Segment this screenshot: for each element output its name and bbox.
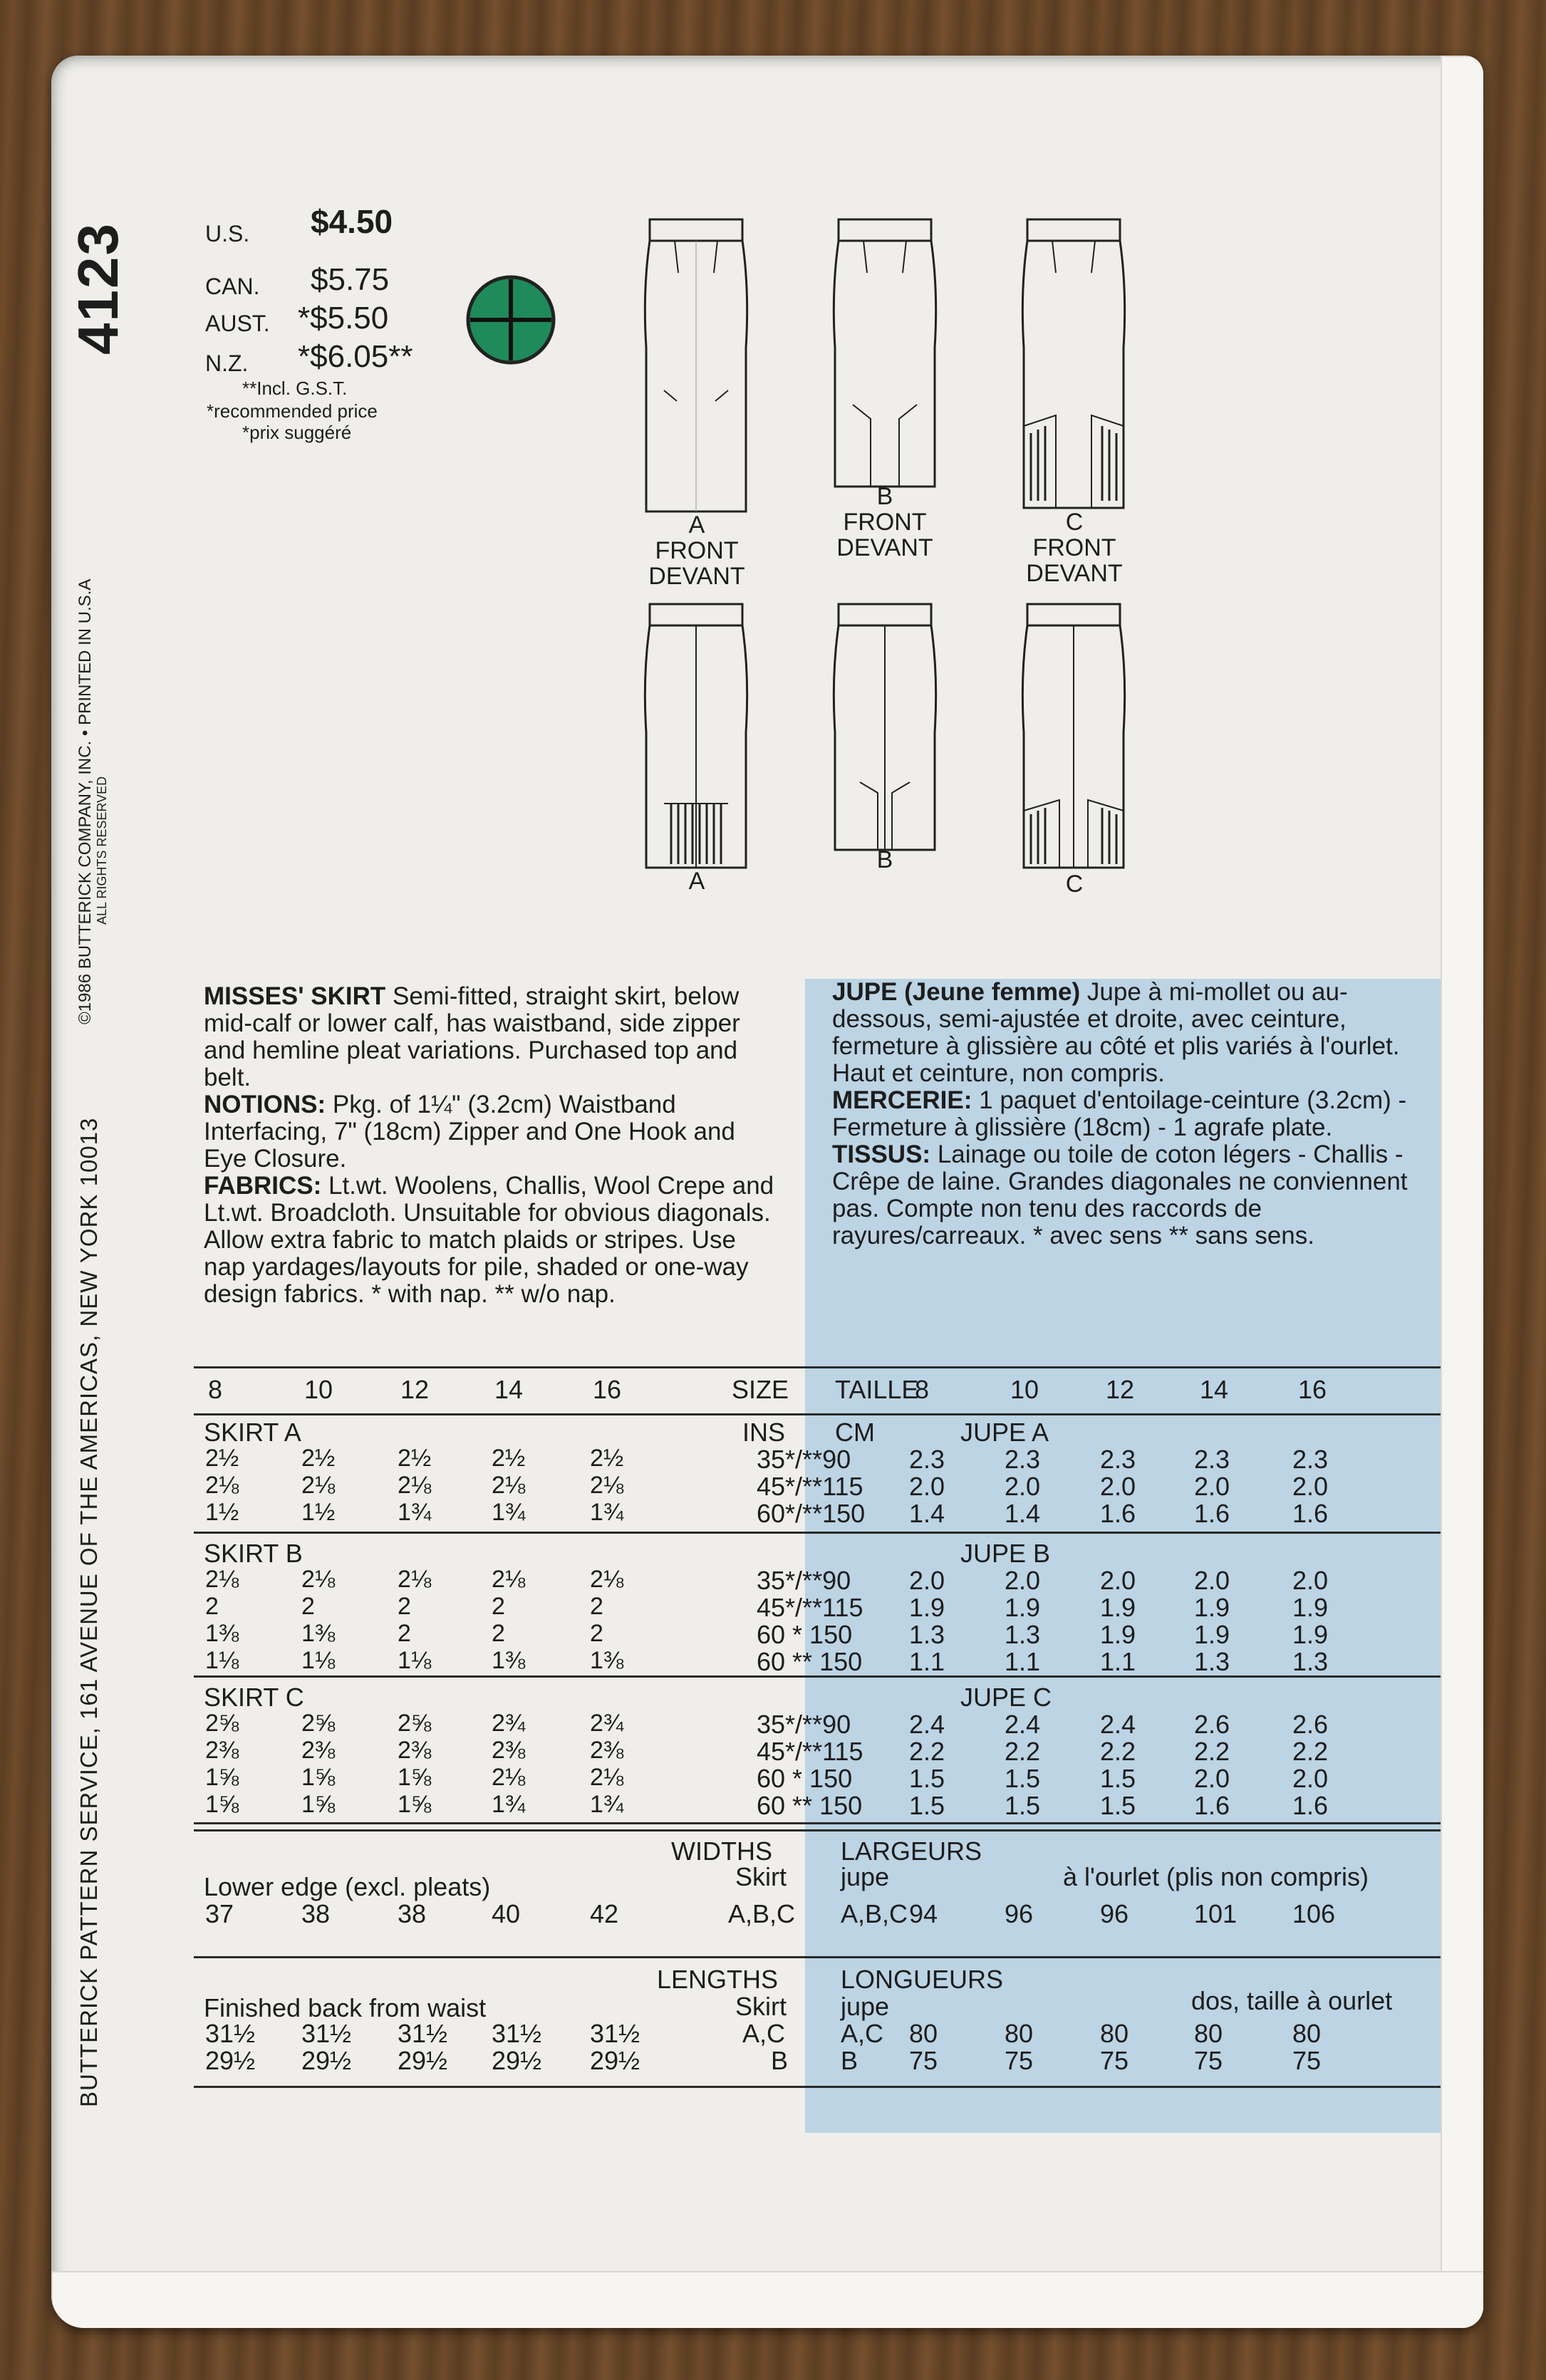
yardage-metric: 2.0: [1292, 1472, 1329, 1501]
pattern-number: 4123: [66, 222, 130, 355]
size-header: 8: [208, 1375, 223, 1404]
french-title: JUPE (Jeune femme): [832, 978, 1081, 1006]
price-value: $5.75: [311, 262, 390, 297]
price-value: $4.50: [311, 203, 393, 240]
yardage-us: 1⅝: [398, 1764, 432, 1791]
yardage-us: 2: [492, 1620, 505, 1647]
yardage-us: 2⅛: [205, 1566, 239, 1593]
figure-label: FRONT: [1032, 534, 1116, 561]
length-us: 29½: [301, 2046, 352, 2075]
fabric-width: 45*/**115: [757, 1593, 863, 1622]
length-metric: 75: [909, 2046, 938, 2075]
yardage-us: 2⅜: [301, 1737, 336, 1764]
fabrics-text: Lt.wt. Woolens, Challis, Wool Crepe and Lt.wt. Broadcloth. Unsuitable for obvious diagonals. Allow extra fabric to match plaids or stripes. Use nap yardages/layouts for pile, shaded or one-way design fabrics. * with nap. ** w/o nap.: [204, 1172, 774, 1308]
yardage-metric: 2.0: [1005, 1566, 1041, 1595]
price-region: CAN.: [205, 274, 260, 299]
yardage-us: 1⅛: [301, 1647, 336, 1674]
yardage-us: 2: [301, 1593, 315, 1620]
longueurs-header: LONGUEURS: [841, 1965, 1004, 1994]
longueurs-view: B: [841, 2046, 858, 2075]
yardage-metric: 2.4: [1005, 1710, 1041, 1739]
yardage-us: 2⅝: [301, 1710, 336, 1737]
figure-letter: C: [1065, 509, 1084, 536]
table-rule: [194, 1532, 1441, 1534]
yardage-us: 1⅜: [205, 1620, 239, 1647]
lengths-view: B: [771, 2046, 789, 2075]
fabric-width: 60 ** 150: [757, 1791, 863, 1820]
yardage-metric: 1.6: [1194, 1499, 1230, 1528]
taille-header: 16: [1298, 1375, 1327, 1404]
table-rule: [194, 1366, 1441, 1368]
fabric-width: 45*/**115: [757, 1737, 863, 1766]
taille-header: 10: [1010, 1375, 1039, 1404]
lengths-view: A,C: [742, 2019, 786, 2048]
yardage-metric: 1.1: [1005, 1647, 1041, 1676]
width-us: 42: [590, 1899, 619, 1928]
english-desc-text: Semi-fitted, straight skirt, below mid-calf or lower calf, has waistband, side zipper and hemline pleat variations. Purchased top and belt.: [204, 982, 740, 1091]
tissus-text: Lainage ou toile de coton légers - Challis - Crêpe de laine. Grandes diagonales ne conviennent pas. Compte non tenu des raccords de rayures/carreaux. * avec sens ** sans sens.: [832, 1140, 1408, 1249]
taille-header: 14: [1200, 1375, 1229, 1404]
width-us: 38: [301, 1899, 331, 1928]
yardage-us: 2½: [590, 1445, 624, 1472]
tissus-label: TISSUS:: [832, 1140, 931, 1168]
yardage-metric: 2.6: [1292, 1710, 1329, 1739]
lengths-sub: Skirt: [735, 1992, 787, 2021]
yardage-metric: 2.2: [909, 1737, 945, 1766]
yardage-metric: 2.3: [1100, 1445, 1136, 1474]
yardage-metric: 2.3: [1292, 1445, 1329, 1474]
yardage-metric: 1.9: [1100, 1620, 1136, 1649]
french-desc-text: Jupe à mi-mollet ou au-dessous, semi-ajustée et droite, avec ceinture, fermeture à glissière au côté et plis variés à l'ourlet. Haut et ceinture, non compris.: [832, 978, 1400, 1087]
yardage-us: 1⅝: [398, 1791, 432, 1818]
price-note: *recommended price: [207, 400, 378, 422]
bottom-flap: [51, 2271, 1483, 2328]
yardage-us: 1⅝: [205, 1791, 239, 1818]
yardage-metric: 1.6: [1194, 1791, 1230, 1820]
yardage-us: 2⅛: [492, 1472, 526, 1499]
size-header: 10: [304, 1375, 333, 1404]
yardage-metric: 2.3: [1194, 1445, 1230, 1474]
yardage-metric: 2.0: [1194, 1566, 1230, 1595]
fabric-width: 35*/**90: [757, 1566, 851, 1595]
length-us: 29½: [205, 2046, 256, 2075]
yardage-us: 1½: [301, 1499, 336, 1526]
yardage-us: 2½: [398, 1445, 432, 1472]
yardage-metric: 1.4: [1005, 1499, 1041, 1528]
yardage-us: 1⅝: [205, 1764, 239, 1791]
yardage-metric: 1.5: [1100, 1791, 1136, 1820]
size-header: 16: [593, 1375, 622, 1404]
yardage-us: 1⅝: [301, 1791, 336, 1818]
yardage-metric: 2.0: [1100, 1472, 1136, 1501]
mercerie-label: MERCERIE:: [832, 1086, 972, 1114]
width-metric: 96: [1005, 1899, 1034, 1928]
yardage-us: 1⅜: [492, 1647, 526, 1674]
price-region: U.S.: [205, 221, 250, 246]
length-metric: 80: [1292, 2019, 1322, 2048]
mercerie-text: 1 paquet d'entoilage-ceinture (3.2cm) - Fermeture à glissière (18cm) - 1 agrafe plate.: [832, 1086, 1407, 1141]
length-metric: 80: [909, 2019, 938, 2048]
figure-letter: B: [876, 846, 893, 873]
longueurs-desc: dos, taille à ourlet: [1191, 1986, 1393, 2015]
yardage-metric: 1.9: [1292, 1593, 1329, 1622]
yardage-metric: 1.9: [1194, 1593, 1230, 1622]
yardage-us: 2⅜: [590, 1737, 624, 1764]
yardage-metric: 1.6: [1292, 1499, 1329, 1528]
rights-line: ALL RIGHTS RESERVED: [95, 776, 109, 925]
skirt-group-label: SKIRT B: [204, 1539, 303, 1568]
length-us: 31½: [398, 2019, 448, 2048]
figure-label: DEVANT: [648, 563, 745, 590]
yardage-us: 1⅜: [590, 1647, 624, 1674]
skirt-a-back-drawing: [643, 597, 749, 882]
yardage-us: 2: [398, 1620, 411, 1647]
price-value: *$6.05**: [298, 339, 413, 374]
price-note: **Incl. G.S.T.: [242, 378, 348, 399]
yardage-us: 1⅝: [301, 1764, 336, 1791]
yardage-us: 2½: [301, 1445, 336, 1472]
yardage-us: 2⅝: [205, 1710, 239, 1737]
price-region: N.Z.: [205, 350, 249, 376]
fabrics-label: FABRICS:: [204, 1172, 322, 1200]
length-metric: 75: [1194, 2046, 1223, 2075]
yardage-us: 2⅛: [205, 1472, 239, 1499]
yardage-metric: 1.9: [1005, 1593, 1041, 1622]
yardage-us: 2⅛: [590, 1764, 624, 1791]
table-rule: [194, 2086, 1441, 2088]
figure-letter: C: [1065, 871, 1084, 898]
width-us: 37: [205, 1899, 234, 1928]
price-value: *$5.50: [298, 301, 389, 336]
yardage-us: 2⅜: [205, 1737, 239, 1764]
width-us: 38: [398, 1899, 427, 1928]
yardage-metric: 2.0: [1100, 1566, 1136, 1595]
skirt-b-front-drawing: [831, 205, 938, 490]
figure-label: DEVANT: [836, 534, 933, 561]
yardage-us: 1⅜: [301, 1620, 336, 1647]
french-description: [832, 979, 1431, 1249]
publisher-address: BUTTERICK PATTERN SERVICE, 161 AVENUE OF THE AMERICAS, NEW YORK 10013: [76, 1117, 102, 2107]
width-metric: 101: [1194, 1899, 1238, 1928]
length-metric: 80: [1194, 2019, 1223, 2048]
right-flap: [1441, 56, 1483, 2328]
yardage-metric: 2.0: [1194, 1472, 1230, 1501]
yardage-us: 2⅛: [301, 1566, 336, 1593]
price-note: *prix suggéré: [242, 422, 352, 443]
yardage-us: 1⅛: [205, 1647, 239, 1674]
english-description: [204, 983, 781, 1308]
yardage-metric: 2.2: [1100, 1737, 1136, 1766]
length-us: 31½: [492, 2019, 542, 2048]
size-header: 14: [494, 1375, 524, 1404]
yardage-us: 2½: [205, 1445, 239, 1472]
yardage-metric: 2.3: [1005, 1445, 1041, 1474]
yardage-us: 2: [492, 1593, 505, 1620]
yardage-metric: 2.6: [1194, 1710, 1230, 1739]
yardage-us: 1¾: [492, 1791, 526, 1818]
yardage-metric: 1.1: [909, 1647, 945, 1676]
yardage-us: 1¾: [590, 1499, 624, 1526]
yardage-metric: 2.2: [1005, 1737, 1041, 1766]
table-rule: [194, 1822, 1441, 1824]
width-us: 40: [492, 1899, 521, 1928]
yardage-us: 1⅛: [398, 1647, 432, 1674]
yardage-metric: 1.3: [909, 1620, 945, 1649]
length-us: 31½: [590, 2019, 640, 2048]
yardage-us: 1¾: [398, 1499, 432, 1526]
figure-label: FRONT: [655, 537, 739, 564]
yardage-us: 2⅛: [398, 1472, 432, 1499]
yardage-us: 2¾: [492, 1710, 526, 1737]
yardage-us: 2⅜: [398, 1737, 432, 1764]
yardage-metric: 1.9: [1100, 1593, 1136, 1622]
yardage-us: 1¾: [492, 1499, 526, 1526]
yardage-metric: 1.5: [1005, 1791, 1041, 1820]
yardage-us: 2: [205, 1593, 219, 1620]
jupe-group-label: JUPE B: [960, 1539, 1051, 1568]
size-header: 12: [400, 1375, 430, 1404]
fabric-width: 60 * 150: [757, 1764, 853, 1793]
yardage-metric: 2.2: [1292, 1737, 1329, 1766]
yardage-metric: 1.3: [1005, 1620, 1041, 1649]
table-rule: [194, 1829, 1441, 1831]
yardage-metric: 2.4: [909, 1710, 945, 1739]
yardage-metric: 1.5: [1100, 1764, 1136, 1793]
yardage-us: 2⅛: [590, 1566, 624, 1593]
yardage-metric: 2.0: [1292, 1764, 1329, 1793]
jupe-group-label: JUPE C: [960, 1683, 1052, 1712]
fabric-width: 60 ** 150: [757, 1647, 863, 1676]
yardage-metric: 2.0: [1005, 1472, 1041, 1501]
yardage-metric: 1.9: [909, 1593, 945, 1622]
fabric-width: 60*/**150: [757, 1499, 866, 1528]
length-metric: 80: [1005, 2019, 1034, 2048]
fabric-width: 35*/**90: [757, 1445, 851, 1474]
yardage-us: 2⅝: [398, 1710, 432, 1737]
widths-desc: Lower edge (excl. pleats): [204, 1872, 491, 1901]
skirt-group-label: SKIRT C: [204, 1683, 304, 1712]
yardage-us: 2⅜: [492, 1737, 526, 1764]
yardage-metric: 2.2: [1194, 1737, 1230, 1766]
yardage-metric: 1.6: [1292, 1791, 1329, 1820]
yardage-us: 2: [590, 1620, 603, 1647]
figure-letter: A: [688, 511, 705, 539]
lengths-header: LENGTHS: [657, 1965, 779, 1994]
yardage-metric: 2.0: [1292, 1566, 1329, 1595]
yardage-us: 2⅛: [398, 1566, 432, 1593]
yardage-metric: 1.9: [1292, 1620, 1329, 1649]
ins-label: INS: [742, 1418, 786, 1447]
taille-header: 8: [915, 1375, 930, 1404]
yardage-us: 2: [398, 1593, 411, 1620]
skirt-a-front-drawing: [643, 205, 749, 519]
yardage-us: 2: [590, 1593, 603, 1620]
yardage-us: 2¾: [590, 1710, 624, 1737]
yardage-metric: 1.5: [1005, 1764, 1041, 1793]
figure-label: FRONT: [843, 509, 927, 536]
skirt-c-back-drawing: [1020, 597, 1127, 882]
longueurs-sub: jupe: [841, 1992, 890, 2021]
yardage-metric: 2.3: [909, 1445, 945, 1474]
copyright-line: ©1986 BUTTERICK COMPANY, INC. • PRINTED IN U.S.A: [76, 578, 95, 1024]
widths-views: A,B,C: [728, 1899, 796, 1928]
yardage-metric: 2.4: [1100, 1710, 1136, 1739]
longueurs-view: A,C: [841, 2019, 884, 2048]
price-region: AUST.: [205, 311, 270, 336]
skirt-b-back-drawing: [831, 597, 938, 861]
length-metric: 80: [1100, 2019, 1129, 2048]
length-metric: 75: [1005, 2046, 1034, 2075]
pattern-envelope: [51, 56, 1483, 2328]
green-cross-badge-icon: [465, 274, 557, 366]
width-metric: 106: [1292, 1899, 1336, 1928]
figure-letter: B: [876, 483, 893, 510]
figure-letter: A: [688, 868, 705, 895]
yardage-us: 2⅛: [301, 1472, 336, 1499]
length-us: 29½: [590, 2046, 640, 2075]
largeurs-views: A,B,C: [841, 1899, 908, 1928]
width-metric: 94: [909, 1899, 938, 1928]
table-rule: [194, 1956, 1441, 1958]
yardage-us: 2⅛: [590, 1472, 624, 1499]
jupe-group-label: JUPE A: [960, 1418, 1049, 1447]
length-us: 29½: [398, 2046, 448, 2075]
yardage-us: 2⅛: [492, 1764, 526, 1791]
length-us: 29½: [492, 2046, 542, 2075]
lengths-desc: Finished back from waist: [204, 1993, 487, 2022]
size-label: SIZE: [732, 1375, 789, 1404]
widths-header: WIDTHS: [671, 1836, 772, 1866]
yardage-us: 2⅛: [492, 1566, 526, 1593]
yardage-metric: 1.3: [1292, 1647, 1329, 1676]
fabric-width: 35*/**90: [757, 1710, 851, 1739]
taille-header: 12: [1106, 1375, 1135, 1404]
width-metric: 96: [1100, 1899, 1129, 1928]
largeurs-header: LARGEURS: [841, 1836, 982, 1866]
yardage-metric: 1.5: [909, 1791, 945, 1820]
notions-label: NOTIONS:: [204, 1091, 326, 1118]
yardage-metric: 1.6: [1100, 1499, 1136, 1528]
length-metric: 75: [1292, 2046, 1322, 2075]
skirt-c-front-drawing: [1020, 205, 1127, 511]
yardage-metric: 2.0: [1194, 1764, 1230, 1793]
notions-text: Pkg. of 1¼" (3.2cm) Waistband Interfacing, 7" (18cm) Zipper and One Hook and Eye Closure.: [204, 1091, 735, 1173]
largeurs-desc: à l'ourlet (plis non compris): [1063, 1862, 1369, 1891]
yardage-metric: 2.0: [909, 1472, 945, 1501]
fabric-width: 45*/**115: [757, 1472, 863, 1501]
table-rule: [194, 1413, 1441, 1415]
figure-label: DEVANT: [1026, 560, 1123, 587]
yardage-us: 2½: [492, 1445, 526, 1472]
yardage-metric: 2.0: [909, 1566, 945, 1595]
taille-label: TAILLE: [835, 1375, 919, 1404]
widths-sub: Skirt: [735, 1862, 787, 1891]
yardage-metric: 1.4: [909, 1499, 945, 1528]
largeurs-sub: jupe: [841, 1862, 890, 1891]
skirt-group-label: SKIRT A: [204, 1418, 301, 1447]
fabric-width: 60 * 150: [757, 1620, 853, 1649]
yardage-metric: 1.1: [1100, 1647, 1136, 1676]
english-title: MISSES' SKIRT: [204, 982, 386, 1010]
cm-label: CM: [835, 1418, 875, 1447]
yardage-us: 1¾: [590, 1791, 624, 1818]
yardage-us: 1½: [205, 1499, 239, 1526]
yardage-metric: 1.9: [1194, 1620, 1230, 1649]
length-metric: 75: [1100, 2046, 1129, 2075]
yardage-metric: 1.3: [1194, 1647, 1230, 1676]
length-us: 31½: [301, 2019, 352, 2048]
yardage-metric: 1.5: [909, 1764, 945, 1793]
length-us: 31½: [205, 2019, 256, 2048]
